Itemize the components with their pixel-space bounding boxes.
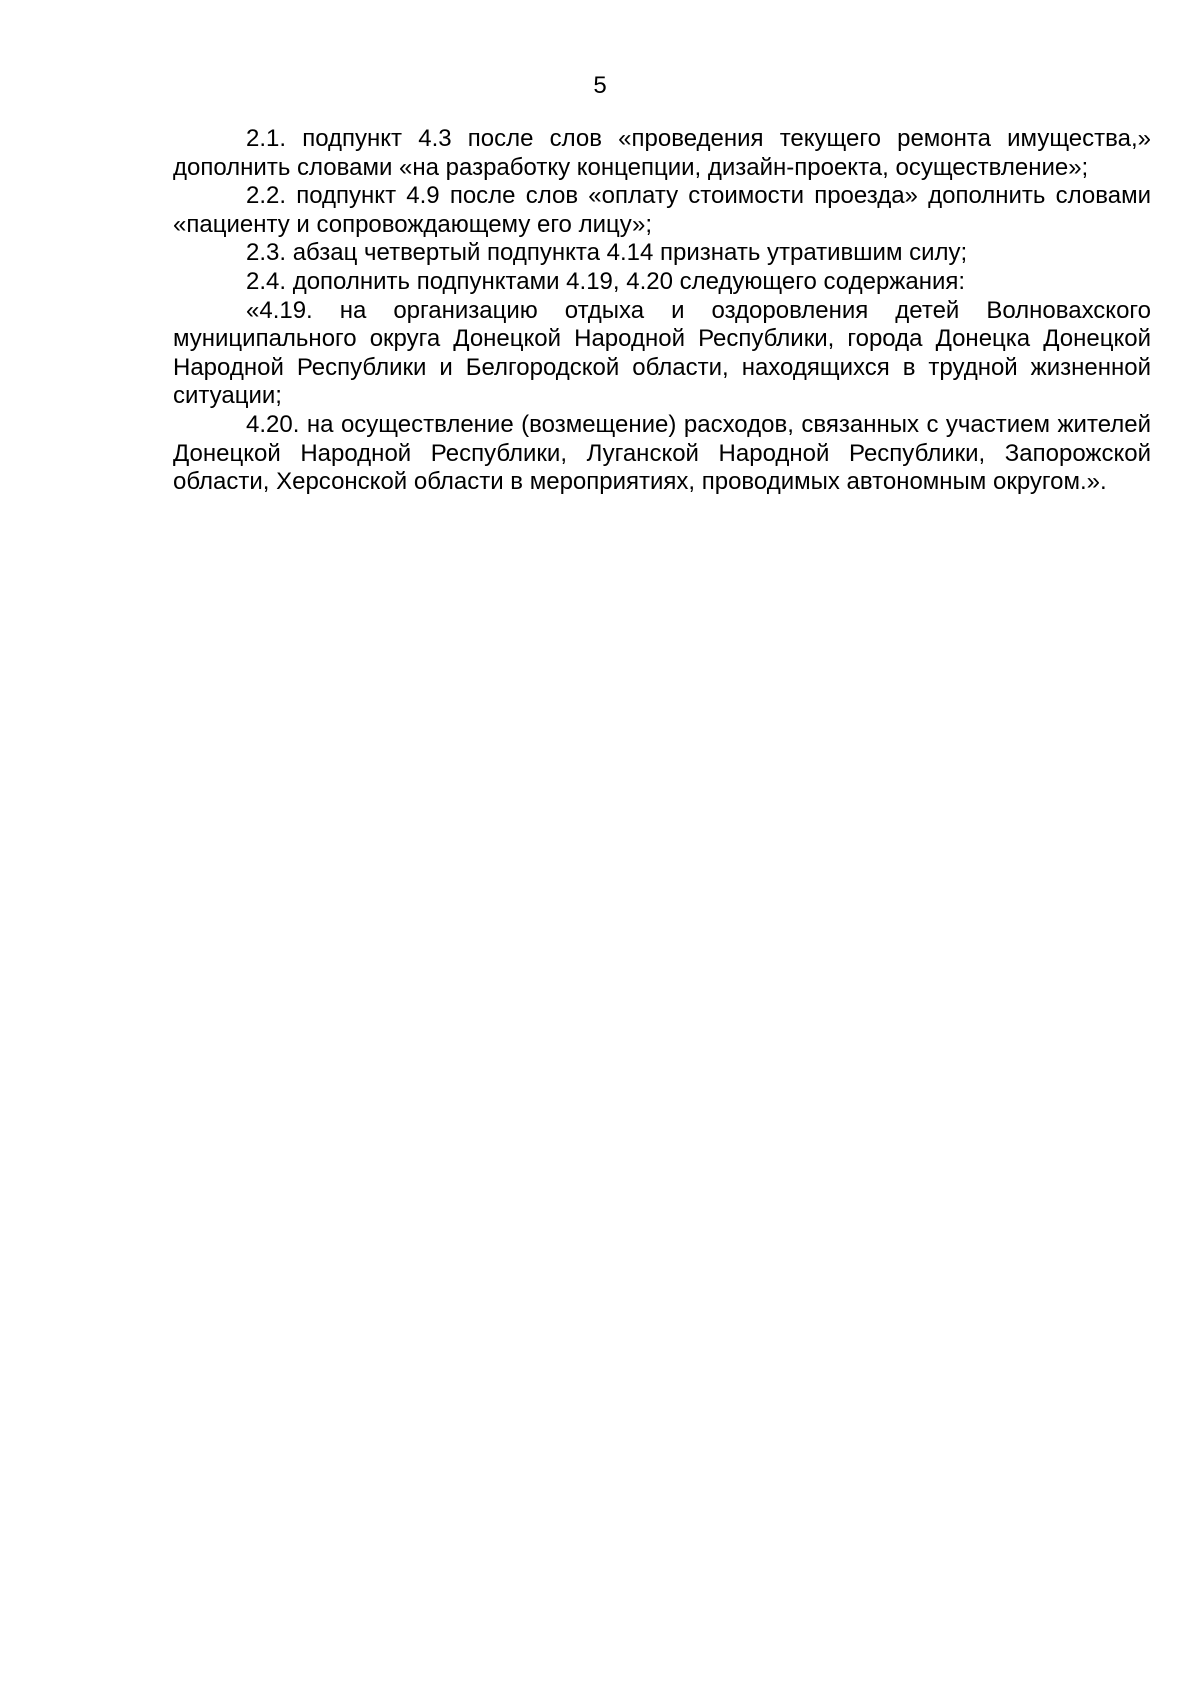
paragraph-4-20: 4.20. на осуществление (возмещение) расходов, связанных с участием жителей Донецкой Народной Республики, Луганской Народной Республики, Запорожской области, Херсонской области в мероприятиях, проводимых автономным округом.». [173, 410, 1151, 496]
paragraph-2-1: 2.1. подпункт 4.3 после слов «проведения текущего ремонта имущества,» дополнить словами «на разработку концепции, дизайн-проекта, осуществление»; [173, 125, 1151, 181]
document-body [173, 125, 1151, 497]
paragraph-2-3: 2.3. абзац четвертый подпункта 4.14 признать утратившим силу; [246, 239, 968, 267]
paragraph-4-19: «4.19. на организацию отдыха и оздоровления детей Волновахского муниципального округа Донецкой Народной Республики, города Донецка Донецкой Народной Республики и Белгородской области, находящихся в трудной жизненной ситуации; [173, 296, 1151, 410]
paragraph-2-2: 2.2. подпункт 4.9 после слов «оплату стоимости проезда» дополнить словами «пациенту и сопровождающему его лицу»; [173, 182, 1151, 238]
paragraph-2-4: 2.4. дополнить подпунктами 4.19, 4.20 следующего содержания: [246, 267, 966, 295]
page-number: 5 [593, 72, 607, 99]
